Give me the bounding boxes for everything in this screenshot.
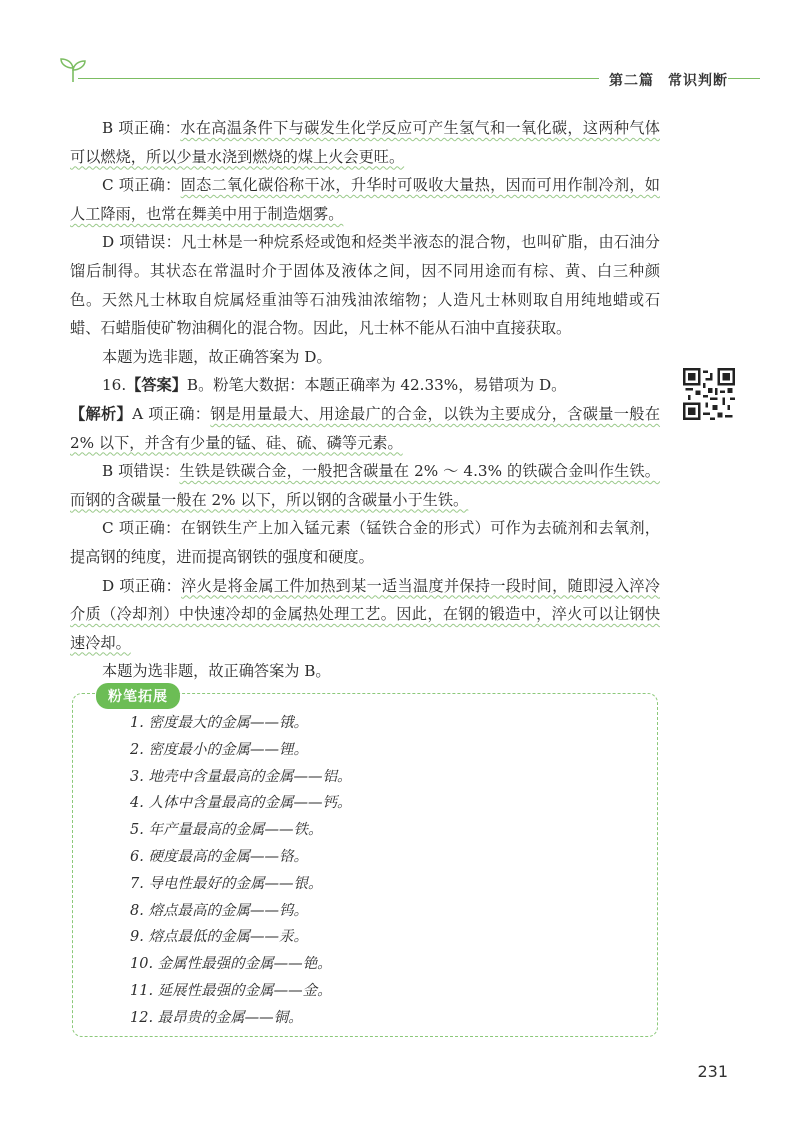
list-item: 11. 延展性最强的金属——金。 [130,982,332,999]
list-item: 8. 熔点最高的金属——钨。 [130,902,308,919]
extension-list [130,710,351,1032]
list-item: 6. 硬度最高的金属——铬。 [130,848,308,865]
answer-text: B。粉笔大数据：本题正确率为 42.33%，易错项为 D。 [186,376,567,395]
header-rule [78,78,600,79]
list-item: 9. 熔点最低的金属——汞。 [130,929,308,946]
item-text: 淬火是将金属工件加热到某一适当温度并保持一段时间，随即浸入淬冷介质（冷却剂）中快速冷却的金属热处理工艺。因此，在钢的锻造中，淬火可以让钢快速冷却。 [70,576,660,652]
analysis-tag: 【解析】 [70,404,133,423]
item-label: D 项正确： [102,576,182,595]
analysis-c-item [70,514,660,571]
analysis-b-item [70,457,660,514]
page-number: 231 [697,1062,728,1081]
answer-conclusion: 本题为选非题，故正确答案为 D。 [102,347,332,366]
item-text: 凡士林是一种烷系烃或饱和烃类半液态的混合物，也叫矿脂，由石油分馏后制得。其状态在常温时介于固体及液体之间，因不同用途而有棕、黄、白三种颜色。天然凡士林取自烷属烃重油等石油残油浓缩物；人造凡士林则取自用纯地蜡或石蜡、石蜡脂使矿物油稠化的混合物。因此，凡士林不能从石油中直接获取。 [70,233,660,338]
item-text: 钢是用量最大、用途最广的合金，以铁为主要成分，含碳量一般在 2% 以下，并含有少量的锰、硅、硫、磷等元素。 [70,404,661,452]
item-text: 在钢铁生产上加入锰元素（锰铁合金的形式）可作为去硫剂和去氧剂，提高钢的纯度，进而提高钢铁的强度和硬度。 [70,519,660,566]
answer-explanation [70,112,660,686]
running-header [599,70,728,90]
list-item: 2. 密度最小的金属——锂。 [130,741,308,758]
extension-label: 粉笔拓展 [96,683,180,709]
list-item: 4. 人体中含量最高的金属——钙。 [130,795,352,812]
list-item: 5. 年产量最高的金属——铁。 [130,822,323,839]
item-text: 生铁是铁碳合金，一般把含碳量在 2% ～ 4.3% 的铁碳合金叫作生铁。而钢的含碳量一般在 2% 以下，所以钢的含碳量小于生铁。 [70,462,660,509]
question-number: 16. [102,376,127,395]
header-section: 常识判断 [668,73,728,89]
item-text: 固态二氧化碳俗称干冰，升华时可吸收大量热，因而可用作制冷剂，如人工降雨，也常在舞美中用于制造烟雾。 [70,176,660,223]
item-label: A 项正确： [132,404,211,423]
list-item: 10. 金属性最强的金属——铯。 [130,956,332,973]
analysis-d-item [70,572,660,658]
list-item: 3. 地壳中含量最高的金属——铝。 [130,768,352,785]
qr-code-icon[interactable] [683,368,735,420]
header-part: 第二篇 [609,73,654,89]
paragraph-c-item [70,171,660,228]
analysis-a-item [70,400,660,457]
item-label: C 项正确： [102,176,181,195]
list-item: 1. 密度最大的金属——锇。 [130,715,308,731]
leaf-icon [56,56,90,84]
item-text: 水在高温条件下与碳发生化学反应可产生氢气和一氧化碳，这两种气体可以燃烧，所以少量水浇到燃烧的煤上火会更旺。 [70,119,660,166]
answer-conclusion: 本题为选非题，故正确答案为 B。 [102,662,331,681]
paragraph-d-item [70,228,660,342]
item-label: B 项错误： [102,462,180,481]
item-label: B 项正确： [102,119,181,137]
item-label: D 项错误： [102,233,182,252]
list-item: 12. 最昂贵的金属——铜。 [130,1009,303,1026]
paragraph-b-item [70,114,660,171]
answer-line [70,371,660,400]
item-label: C 项正确： [102,519,181,538]
list-item: 7. 导电性最好的金属——银。 [130,875,323,892]
answer-tag: 【答案】 [126,376,187,395]
